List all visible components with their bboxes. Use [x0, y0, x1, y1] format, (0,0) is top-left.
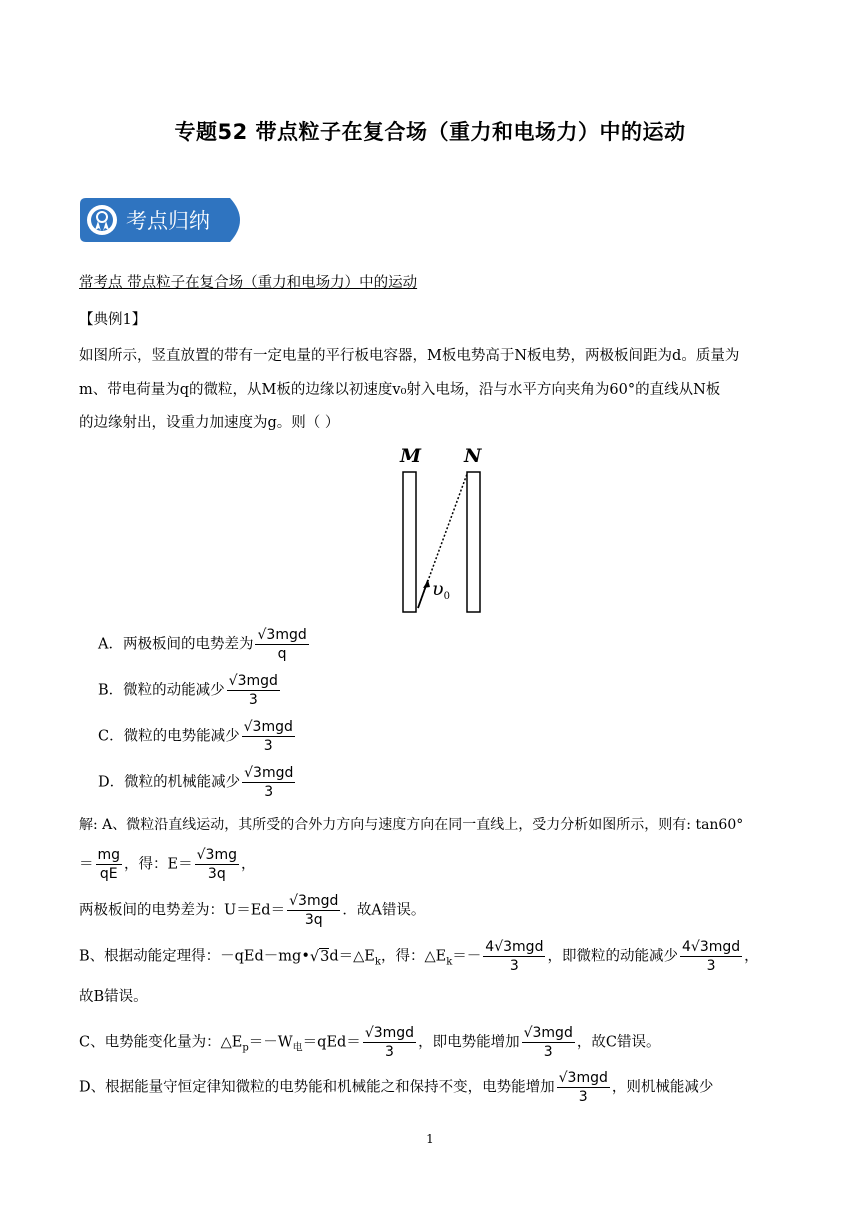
- page-number: 1: [426, 1132, 434, 1146]
- solution-b-line-1: B、根据动能定理得：$-qEd-mg•√3d=\triangle E_k$，得：$\triangle E_k=-$ $\frac{\text{4√3mgd}}{3}$ ，即微粒的动能减少 $\frac{\text{4√3mgd}}{3}$ ，: [79, 939, 759, 974]
- option-a[interactable]: [98, 626, 311, 663]
- solution-c-line: C、电势能变化量为：$\triangle E_p=-W_电=qEd=$ $\frac{\text{√3mgd}}{3}$ ，即电势能增加 $\frac{\text{√3mgd}}{3}$ ，故C错误。: [79, 1025, 661, 1060]
- page-title: 专题52 带点粒子在复合场（重力和电场力）中的运动: [174, 120, 686, 144]
- plate-m: [403, 472, 416, 612]
- question-line-3: 的边缘射出，设重力加速度为g。则（ ）: [79, 415, 340, 431]
- section-heading: 常考点 带点粒子在复合场（重力和电场力）中的运动: [79, 275, 418, 291]
- plate-n: [467, 472, 480, 612]
- option-b-prefix: B．微粒的动能减少: [98, 682, 225, 699]
- option-b-fraction: $\frac{\text{√3mgd}}{3}$: [228, 673, 278, 708]
- solution-b-line-2: 故B错误。: [79, 989, 148, 1005]
- option-c[interactable]: [98, 718, 297, 755]
- section-badge: [80, 198, 250, 242]
- option-b[interactable]: [98, 672, 282, 709]
- option-d-fraction: $\frac{\text{√3mgd}}{3}$: [244, 765, 294, 800]
- question-line-1: 如图所示，竖直放置的带有一定电量的平行板电容器，M板电势高于N板电势，两极板间距为d。质量为: [79, 348, 740, 364]
- example-label: 【典例1】: [79, 312, 147, 328]
- plate-label-m: M: [400, 445, 422, 467]
- option-a-fraction: $\frac{\text{√3mgd}}{q}$: [257, 627, 307, 662]
- option-d[interactable]: [98, 764, 297, 801]
- solution-d-line: D、根据能量守恒定律知微粒的电势能和机械能之和保持不变，电势能增加 $\frac{\text{√3mgd}}{3}$ ，则机械能减少: [79, 1070, 714, 1105]
- option-a-prefix: A．两极板间的电势差为: [98, 636, 254, 653]
- badge-text: 考点归纳: [126, 209, 210, 233]
- option-d-prefix: D．微粒的机械能减少: [98, 774, 241, 791]
- capacitor-figure: [390, 442, 500, 617]
- question-line-2: m、带电荷量为q的微粒，从M板的边缘以初速度v₀射入电场，沿与水平方向夹角为60°的直线从N板: [79, 382, 721, 398]
- option-c-prefix: C．微粒的电势能减少: [98, 728, 240, 745]
- solution-a-line-2: ＝ $\frac{mg}{qE}$ ，得：E＝ $\frac{√3mg}{3q}$ ，: [79, 847, 256, 882]
- option-c-fraction: $\frac{\text{√3mgd}}{3}$: [243, 719, 293, 754]
- plate-label-n: N: [464, 445, 482, 467]
- solution-a-line-3: 两极板间的电势差为：U＝Ed＝ $\frac{\text{√3mgd}}{3q}$ ．故A错误。: [79, 893, 426, 928]
- velocity-label: $\upsilon_0$: [432, 578, 450, 602]
- arrow-head: [423, 580, 430, 588]
- solution-a-line-1: 解: A、微粒沿直线运动，其所受的合外力方向与速度方向在同一直线上，受力分析如图所示，则有: tan60°: [79, 817, 744, 833]
